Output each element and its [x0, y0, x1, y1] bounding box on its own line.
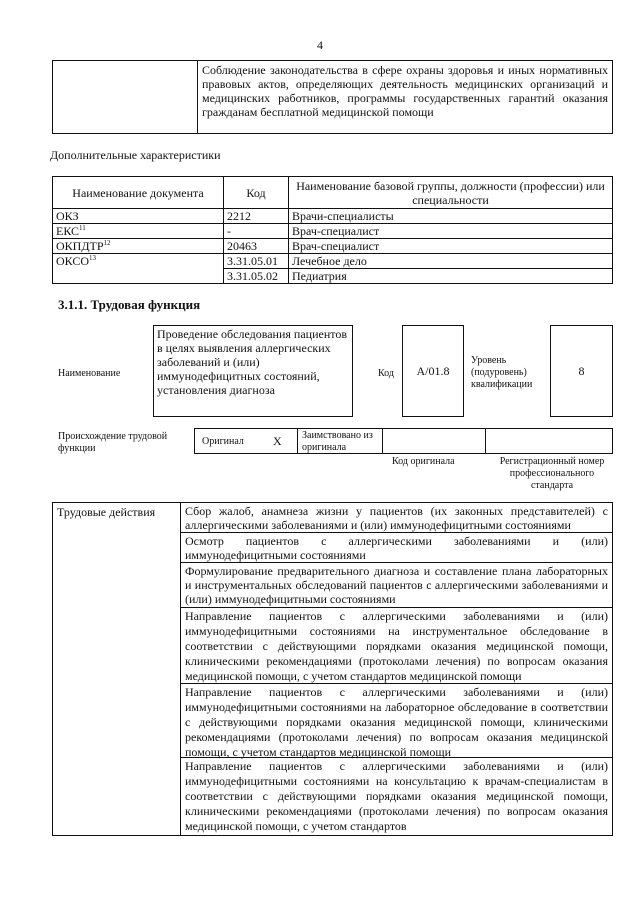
row-doc: ОКПДТР$^{12}$ [53, 239, 224, 254]
tf-level-label: Уровень (подуровень) квалификации [471, 355, 533, 390]
tf-name-box [153, 325, 353, 417]
table-row [53, 209, 613, 224]
row-code: 3.31.05.01 [224, 254, 289, 269]
action-item: Направление пациентов с аллергическими заболеваниями и (или) иммунодефицитными состояниями на консультацию к врачам-специалистам в соответствии с действующими порядками оказания медицинской помощи, клиническими рекомендациями (протоколами лечения) по вопросам оказания медицинской помощи, с учетом стандартов [180, 757, 613, 836]
page-number: 4 [317, 38, 323, 52]
table-row [53, 254, 613, 269]
table-row [53, 224, 613, 239]
tf-code-box [402, 325, 464, 417]
section-title: 3.1.1. Трудовая функция [58, 297, 201, 312]
origin-code-cell [382, 428, 486, 454]
col-group-header: Наименование базовой группы, должности (профессии) или специальности [289, 177, 613, 209]
col-doc-header: Наименование документа [53, 177, 224, 209]
tf-code-label: Код [378, 368, 394, 379]
tf-level-box [550, 325, 613, 417]
origin-original-label: Оригинал [202, 436, 244, 447]
origin-original-mark: X [273, 434, 282, 448]
tf-level-value: 8 [578, 363, 585, 378]
row-doc: ОКСО$^{13}$ [53, 254, 224, 284]
row-name: Педиатрия [289, 269, 613, 284]
row-name: Врач-специалист [289, 224, 613, 239]
row-code: 3.31.05.02 [224, 269, 289, 284]
actions-label-cell [52, 502, 181, 836]
row-doc: ОКЗ [53, 209, 224, 224]
additional-title: Дополнительные характеристики [50, 148, 221, 162]
row-code: 20463 [224, 239, 289, 254]
row-code: 2212 [224, 209, 289, 224]
action-item: Формулирование предварительного диагноза и составление плана лабораторных и инструментальных обследований пациентов с аллергическими заболеваниями и (или) иммунодефицитными состояниями [180, 562, 613, 608]
origin-reg-cell [485, 428, 613, 454]
action-item: Направление пациентов с аллергическими заболеваниями и (или) иммунодефицитными состояниями на инструментальное обследование в соответствии с действующими порядками оказания медицинской помощи, клиническими рекомендациями (протоколами лечения) по вопросам оказания медицинской помощи, с учетом стандартов медицинской помощи [180, 607, 613, 684]
table-row [53, 239, 613, 254]
top-row-text-cell [197, 60, 613, 134]
origin-original-cell [194, 428, 298, 454]
tf-name-value: Проведение обследования пациентов в целях выявления аллергических заболеваний и (или) иммунодефицитных состояний, установления диагноза [157, 327, 348, 397]
reg-number-caption: Регистрационный номер профессионального стандарта [499, 456, 605, 491]
top-row-text: Соблюдение законодательства в сфере охраны здоровья и иных нормативных правовых актов, определяющих деятельность медицинских организаций и медицинских работников, программы государственных гарантий оказания гражданам бесплатной медицинской помощи [202, 63, 608, 119]
origin-borrowed-cell [297, 428, 383, 454]
row-doc: ЕКС$^{11}$ [53, 224, 224, 239]
code-original-caption: Код оригинала [392, 456, 455, 467]
row-name: Врачи-специалисты [289, 209, 613, 224]
tf-code-value: A/01.8 [416, 363, 450, 378]
action-item: Осмотр пациентов с аллергическими заболеваниями и (или) иммунодефицитными состояниями [180, 532, 613, 563]
tf-name-label: Наименование [58, 368, 121, 379]
action-item: Сбор жалоб, анамнеза жизни у пациентов (их законных представителей) с аллергическими заболеваниями и (или) иммунодефицитными состояниями [180, 502, 613, 533]
col-code-header: Код [224, 177, 289, 209]
row-name: Лечебное дело [289, 254, 613, 269]
actions-label: Трудовые действия [57, 505, 156, 519]
action-item: Направление пациентов с аллергическими заболеваниями и (или) иммунодефицитными состояниями на лабораторное обследование в соответствии с действующими порядками оказания медицинской помощи, клиническими рекомендациями (протоколами лечения) по вопросам оказания медицинской помощи, с учетом стандартов медицинской помощи [180, 683, 613, 758]
top-row-left-cell [52, 60, 198, 134]
additional-table [52, 176, 613, 284]
row-name: Врач-специалист [289, 239, 613, 254]
origin-borrowed-label: Заимствовано из оригинала [302, 430, 373, 453]
row-code: - [224, 224, 289, 239]
origin-label: Происхождение трудовой функции [58, 431, 168, 454]
